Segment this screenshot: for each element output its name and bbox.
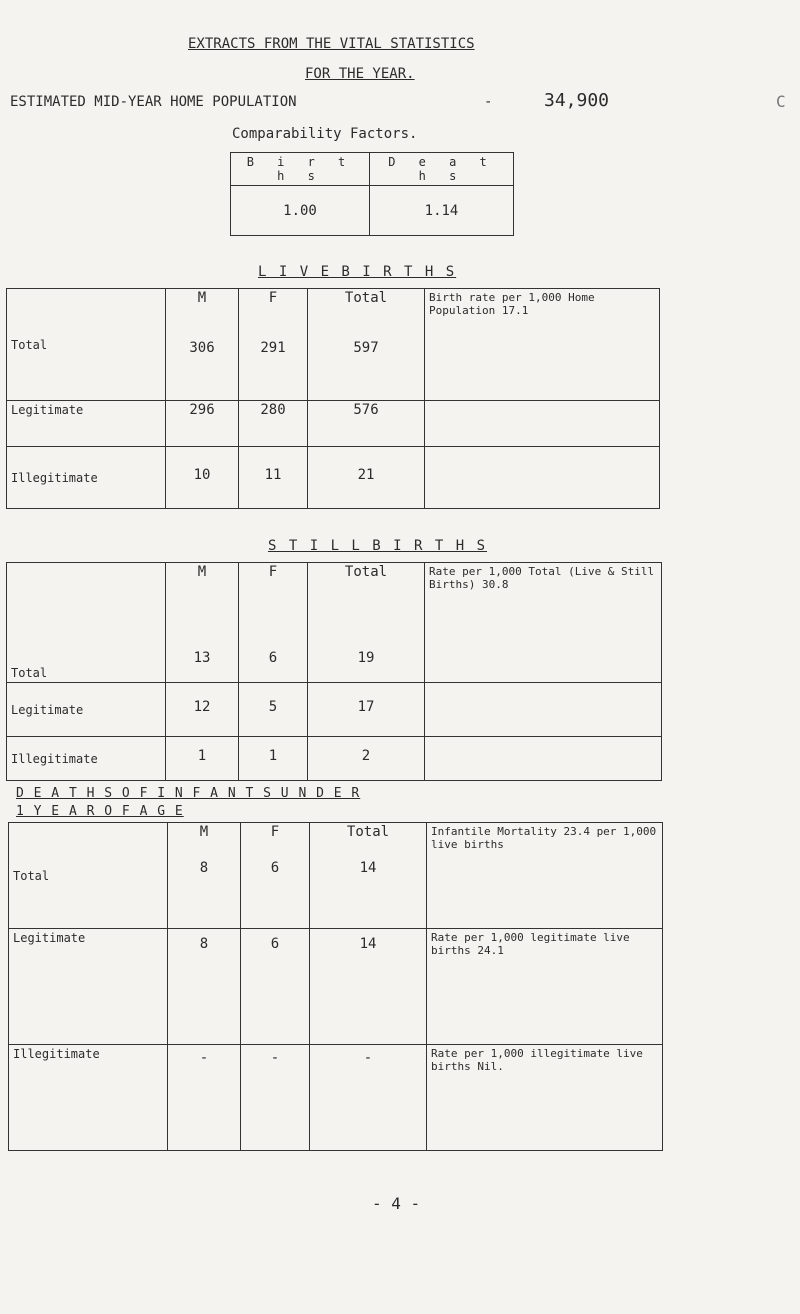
infant-total-total: 14 — [359, 860, 377, 876]
infant-legit-total: 14 — [310, 929, 427, 1045]
live-total-label: Total — [7, 289, 166, 401]
document-title: EXTRACTS FROM THE VITAL STATISTICS — [188, 36, 475, 52]
still-total-header: Total — [344, 564, 388, 580]
still-illegit-label: Illegitimate — [7, 737, 166, 781]
infant-total-cell — [310, 823, 427, 929]
still-m-header: M — [197, 564, 207, 580]
infant-total-f: 6 — [270, 860, 280, 876]
live-births-title: L I V E B I R T H S — [258, 264, 457, 280]
live-illegit-f: 11 — [239, 447, 308, 509]
still-m-cell — [166, 563, 239, 683]
live-legit-label: Legitimate — [7, 401, 166, 447]
infant-illegit-label: Illegitimate — [9, 1045, 168, 1151]
live-total-total: 597 — [353, 340, 379, 356]
still-births-title: S T I L L B I R T H S — [268, 538, 488, 554]
live-total-m: 306 — [189, 340, 215, 356]
infant-legit-m: 8 — [168, 929, 241, 1045]
infant-legit-label: Legitimate — [9, 929, 168, 1045]
infant-m-cell — [168, 823, 241, 929]
live-legit-note — [425, 401, 660, 447]
infant-total-m: 8 — [199, 860, 209, 876]
comparability-title: Comparability Factors. — [232, 126, 418, 142]
live-illegit-total: 21 — [308, 447, 425, 509]
infant-deaths-table — [8, 822, 663, 1151]
infant-legit-f: 6 — [241, 929, 310, 1045]
live-illegit-label: Illegitimate — [7, 447, 166, 509]
infant-m-header: M — [199, 824, 209, 840]
document-subtitle: FOR THE YEAR. — [305, 66, 415, 82]
live-total-header: Total — [344, 290, 388, 306]
still-illegit-m: 1 — [166, 737, 239, 781]
live-rate-note: Birth rate per 1,000 Home Population 17.1 — [425, 289, 660, 401]
deaths-value: 1.14 — [370, 186, 514, 236]
infant-total-header: Total — [346, 824, 390, 840]
still-legit-note — [425, 683, 662, 737]
infant-illegit-note: Rate per 1,000 illegitimate live births Nil. — [427, 1045, 663, 1151]
still-illegit-note — [425, 737, 662, 781]
still-total-total: 19 — [357, 650, 375, 666]
infant-deaths-title-2: 1 Y E A R O F A G E — [16, 804, 184, 819]
live-births-table — [6, 288, 660, 509]
still-total-f: 6 — [268, 650, 278, 666]
population-value: 34,900 — [544, 90, 610, 111]
infant-deaths-title-1: D E A T H S O F I N F A N T S U N D E R — [16, 786, 361, 801]
infant-f-header: F — [270, 824, 280, 840]
deaths-label: D e a t h s — [370, 153, 514, 186]
infant-illegit-total: - — [310, 1045, 427, 1151]
live-total-f: 291 — [260, 340, 286, 356]
infant-legit-note: Rate per 1,000 legitimate live births 24.1 — [427, 929, 663, 1045]
still-illegit-f: 1 — [239, 737, 308, 781]
still-legit-m: 12 — [166, 683, 239, 737]
still-f-cell — [239, 563, 308, 683]
margin-mark: C — [776, 92, 786, 111]
infant-total-note: Infantile Mortality 23.4 per 1,000 live births — [427, 823, 663, 929]
still-births-table — [6, 562, 662, 781]
births-label: B i r t h s — [231, 153, 370, 186]
births-value: 1.00 — [231, 186, 370, 236]
infant-illegit-f: - — [241, 1045, 310, 1151]
live-illegit-note — [425, 447, 660, 509]
infant-illegit-m: - — [168, 1045, 241, 1151]
still-total-m: 13 — [193, 650, 211, 666]
live-f-header: F — [268, 290, 278, 306]
infant-total-label: Total — [9, 823, 168, 929]
live-f-cell — [239, 289, 308, 401]
infant-f-cell — [241, 823, 310, 929]
live-total-cell — [308, 289, 425, 401]
still-legit-total: 17 — [308, 683, 425, 737]
still-total-label: Total — [7, 563, 166, 683]
live-legit-m: 296 — [166, 401, 239, 447]
still-total-cell — [308, 563, 425, 683]
population-label: ESTIMATED MID-YEAR HOME POPULATION — [10, 94, 297, 110]
live-legit-total: 576 — [308, 401, 425, 447]
live-m-header: M — [197, 290, 207, 306]
page-number: - 4 - — [372, 1194, 421, 1213]
still-illegit-total: 2 — [308, 737, 425, 781]
live-legit-f: 280 — [239, 401, 308, 447]
still-legit-f: 5 — [239, 683, 308, 737]
still-rate-note: Rate per 1,000 Total (Live & Still Births) 30.8 — [425, 563, 662, 683]
population-dash: - — [484, 94, 493, 110]
still-legit-label: Legitimate — [7, 683, 166, 737]
live-illegit-m: 10 — [166, 447, 239, 509]
still-f-header: F — [268, 564, 278, 580]
comparability-table — [230, 152, 514, 236]
live-m-cell — [166, 289, 239, 401]
